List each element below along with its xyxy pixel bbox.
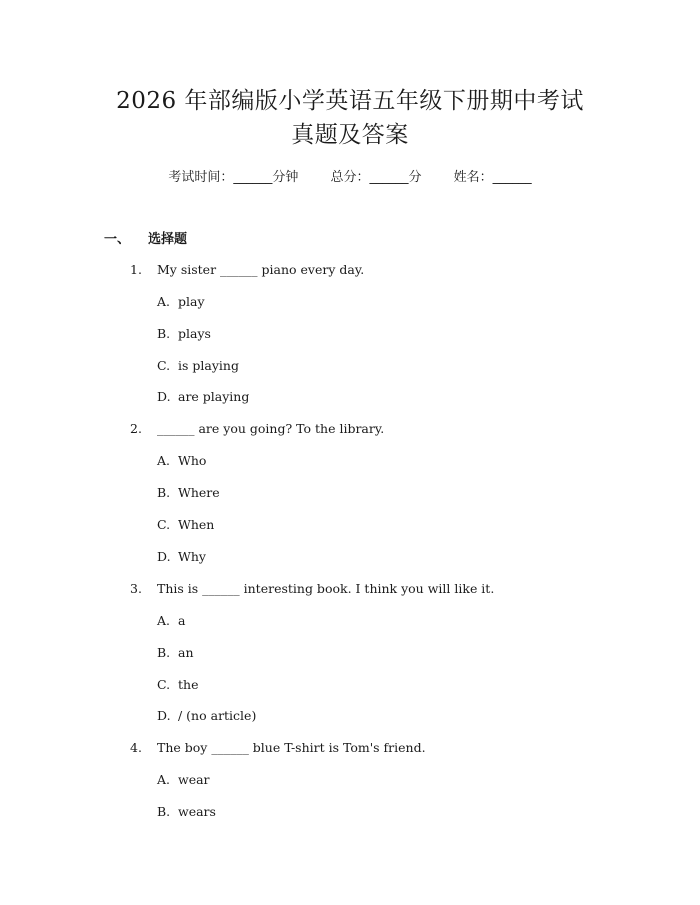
option-item	[157, 676, 198, 694]
option-letter: C.	[157, 358, 171, 373]
option-letter: B.	[157, 326, 171, 341]
option-letter: A.	[157, 613, 171, 628]
option-letter: D.	[157, 708, 171, 723]
option-text: is playing	[178, 358, 239, 373]
option-text: / (no article)	[178, 708, 257, 723]
exam-time: 考试时间：______分钟	[168, 170, 299, 185]
option-text: a	[178, 613, 186, 628]
question-text: My sister ______ piano every day.	[157, 262, 365, 277]
option-item	[157, 452, 206, 470]
option-text: Why	[178, 549, 206, 564]
option-item	[157, 548, 206, 566]
option-letter: B.	[157, 485, 171, 500]
option-text: wears	[178, 804, 216, 819]
option-item	[157, 325, 211, 343]
exam-total-score: 总分：______分	[330, 170, 422, 185]
option-item	[157, 293, 205, 311]
exam-title-line-2: 真题及答案	[291, 122, 409, 148]
option-text: When	[178, 517, 215, 532]
option-letter: A.	[157, 294, 171, 309]
option-item	[157, 357, 239, 375]
option-text: play	[178, 294, 205, 309]
option-text: are playing	[178, 389, 250, 404]
question-text: The boy ______ blue T-shirt is Tom's friend.	[157, 740, 426, 755]
exam-meta	[0, 168, 700, 188]
option-letter: A.	[157, 453, 171, 468]
question-text: ______ are you going? To the library.	[157, 421, 385, 436]
question-number: 3.	[130, 581, 142, 596]
option-item	[157, 644, 194, 662]
option-item	[157, 771, 210, 789]
option-letter: A.	[157, 772, 171, 787]
option-letter: B.	[157, 645, 171, 660]
question-number: 4.	[130, 740, 142, 755]
student-name: 姓名：______	[453, 170, 532, 185]
section-number: 一、	[104, 232, 131, 247]
question-text: This is ______ interesting book. I think you will like it.	[157, 581, 495, 596]
section-title: 选择题	[148, 232, 188, 247]
question-number: 1.	[130, 262, 142, 277]
section-heading	[104, 230, 187, 250]
option-item	[157, 803, 216, 821]
option-item	[157, 388, 249, 406]
question-number: 2.	[130, 421, 142, 436]
option-text: Who	[178, 453, 207, 468]
option-letter: C.	[157, 677, 171, 692]
option-text: wear	[178, 772, 210, 787]
option-item	[157, 484, 220, 502]
option-text: Where	[178, 485, 220, 500]
option-item	[157, 612, 185, 630]
option-letter: B.	[157, 804, 171, 819]
exam-title-line-1: 2026 年部编版小学英语五年级下册期中考试	[116, 88, 584, 114]
option-item	[157, 516, 214, 534]
option-letter: D.	[157, 389, 171, 404]
option-letter: D.	[157, 549, 171, 564]
option-text: the	[178, 677, 199, 692]
option-text: an	[178, 645, 194, 660]
option-item	[157, 707, 256, 725]
option-text: plays	[178, 326, 211, 341]
option-letter: C.	[157, 517, 171, 532]
